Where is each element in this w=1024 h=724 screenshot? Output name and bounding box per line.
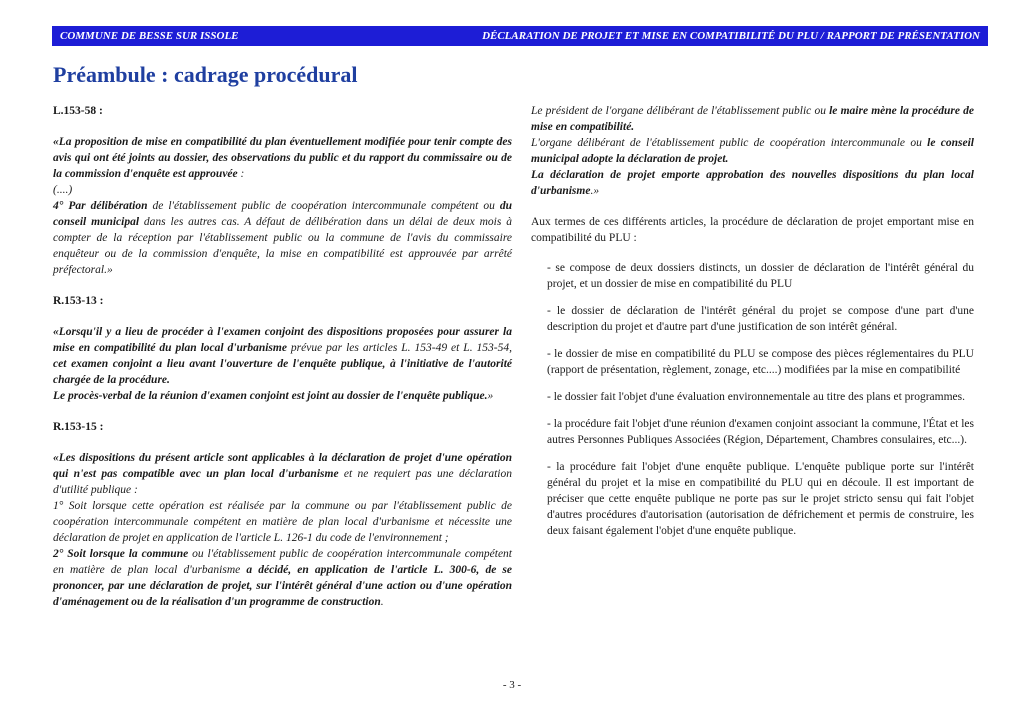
quote-paragraph — [53, 388, 512, 404]
quote-bold-text: du conseil municipal — [53, 200, 512, 228]
quote-paragraph — [53, 450, 512, 498]
quote-text: prévue par les articles L. 153-49 et L. 153-54, — [286, 342, 512, 354]
header-commune: COMMUNE DE BESSE SUR ISSOLE — [60, 30, 239, 42]
quote-paragraph — [531, 135, 974, 167]
quote-text: ou l'établissement public de coopération intercommunale compétent en matière de plan local d'urbanisme — [53, 548, 512, 576]
quote-text: Le président de l'organe délibérant de l'établissement public ou — [531, 105, 830, 117]
page-header — [52, 26, 988, 46]
quote-text: » — [487, 390, 494, 402]
quote-text: L'organe délibérant de l'établissement public de coopération intercommunale ou — [531, 137, 928, 149]
header-document-title: DÉCLARATION DE PROJET ET MISE EN COMPATIBILITÉ DU PLU / RAPPORT DE PRÉSENTATION — [482, 30, 980, 42]
quote-bold-text: 4° Par délibération — [53, 200, 148, 212]
quote-text: et ne requiert pas une déclaration d'utilité publique : — [53, 468, 513, 496]
quote-paragraph: 1° Soit lorsque cette opération est réalisée par la commune ou par l'établissement public de coopération intercommunale compétent en matière de plan local d'urbanisme et nécessite une déclaration de projet en application de l'article L. 126-1 du code de l'environnement ; — [53, 500, 512, 544]
quote-bold-text: La déclaration de projet emporte approbation des nouvelles dispositions du plan local d'urbanisme — [531, 169, 974, 197]
bullet-item: - la procédure fait l'objet d'une réunion d'examen conjoint associant la commune, l'État et les autres Personnes Publiques Associées (Région, Département, Chambres consulaires, etc...). — [547, 418, 974, 446]
bullet-item: - le dossier de déclaration de l'intérêt général du projet se compose d'une part d'une description du projet et d'autre part d'une justification de son intérêt général. — [547, 305, 974, 333]
quote-bold-text: «La proposition de mise en compatibilité du plan éventuellement modifiée pour tenir compte des avis qui ont été joints au dossier, des observations du public et du rapport du commissaire ou de la commission d'enquête est approuvée — [53, 136, 512, 180]
quote-text: dans les autres cas. A défaut de délibération dans un délai de deux mois à compter de la réception par l'établissement public ou la commune de l'avis du commissaire enquêteur ou de la commission d'enquête, la mise en compatibilité est approuvée par arrêté préfectoral.» — [53, 216, 512, 276]
quote-paragraph — [531, 103, 974, 135]
quote-r153-13 — [53, 324, 512, 404]
quote-paragraph — [53, 546, 512, 610]
spacer — [531, 246, 974, 260]
quote-l153-58 — [53, 134, 512, 278]
bullet-item: - la procédure fait l'objet d'une enquête publique. L'enquête publique porte sur l'intérêt général du projet et la mise en compatibilité du PLU qui en découle. Il est important de préciser que cette enquête publique ne porte pas sur le projet stricto sensu qui fait l'objet d'autres procédures d'autorisation (autorisation de défrichement et permis de construire, les deux faisant également l'objet d'une enquête publique. — [547, 461, 974, 537]
page-title: Préambule : cadrage procédural — [53, 62, 358, 87]
bullet-item: - le dossier fait l'objet d'une évaluation environnementale au titre des plans et programmes. — [547, 391, 966, 403]
section-label-l153-58: L.153-58 : — [53, 105, 103, 117]
quote-paragraph — [53, 324, 512, 388]
quote-bold-text: a décidé, en application de l'article L. 300-6, de se prononcer, par une déclaration de projet, sur l'intérêt général d'une action ou d'une opération d'aménagement ou de la réalisation d'un programme de construction — [53, 564, 512, 608]
intro-paragraph: Aux termes de ces différents articles, la procédure de déclaration de projet emportant mise en compatibilité du PLU : — [531, 216, 974, 244]
quote-bold-text: le conseil municipal adopte la déclaration de projet. — [531, 137, 974, 165]
quote-bold-text: «Les dispositions du présent article sont applicables à la déclaration de projet d'une opération qui n'est pas compatible avec un plan local d'urbanisme — [53, 452, 512, 480]
page-number: - 3 - — [502, 679, 522, 691]
quote-paragraph — [53, 134, 512, 182]
bullet-item: - le dossier de mise en compatibilité du PLU se compose des pièces réglementaires du PLU (rapport de présentation, règlement, zonage, etc....) modifiées par la mise en compatibilité — [547, 348, 974, 376]
quote-paragraph — [531, 167, 974, 199]
quote-r153-15-continued — [531, 103, 974, 199]
quote-bold-text: 2° Soit lorsque la commune — [53, 548, 189, 560]
quote-text: .» — [590, 185, 600, 197]
section-label-r153-15: R.153-15 : — [53, 421, 104, 433]
quote-text: de l'établissement public de coopération intercommunale compétent ou — [147, 200, 500, 212]
section-label-r153-13: R.153-13 : — [53, 295, 104, 307]
bullet-item: - se compose de deux dossiers distincts, un dossier de déclaration de l'intérêt général du projet, et un dossier de mise en compatibilité du PLU — [547, 262, 974, 290]
quote-bold-text: «Lorsqu'il y a lieu de procéder à l'examen conjoint des dispositions proposées pour assurer la mise en compatibilité du plan local d'urbanisme — [53, 326, 512, 354]
left-column — [53, 103, 512, 625]
quote-bold-text: cet examen conjoint a lieu avant l'ouverture de l'enquête publique, à l'initiative de l'autorité chargée de la procédure. — [53, 358, 512, 386]
quote-bold-text: le maire mène la procédure de mise en compatibilité. — [531, 105, 974, 133]
quote-bold-text: Le procès-verbal de la réunion d'examen conjoint est joint au dossier de l'enquête publique. — [53, 390, 488, 402]
quote-text: . — [380, 596, 384, 608]
quote-r153-15 — [53, 450, 512, 610]
quote-paragraph — [53, 198, 512, 278]
quote-ellipsis: (....) — [53, 184, 73, 196]
right-column — [531, 103, 974, 550]
quote-text: : — [237, 168, 245, 180]
